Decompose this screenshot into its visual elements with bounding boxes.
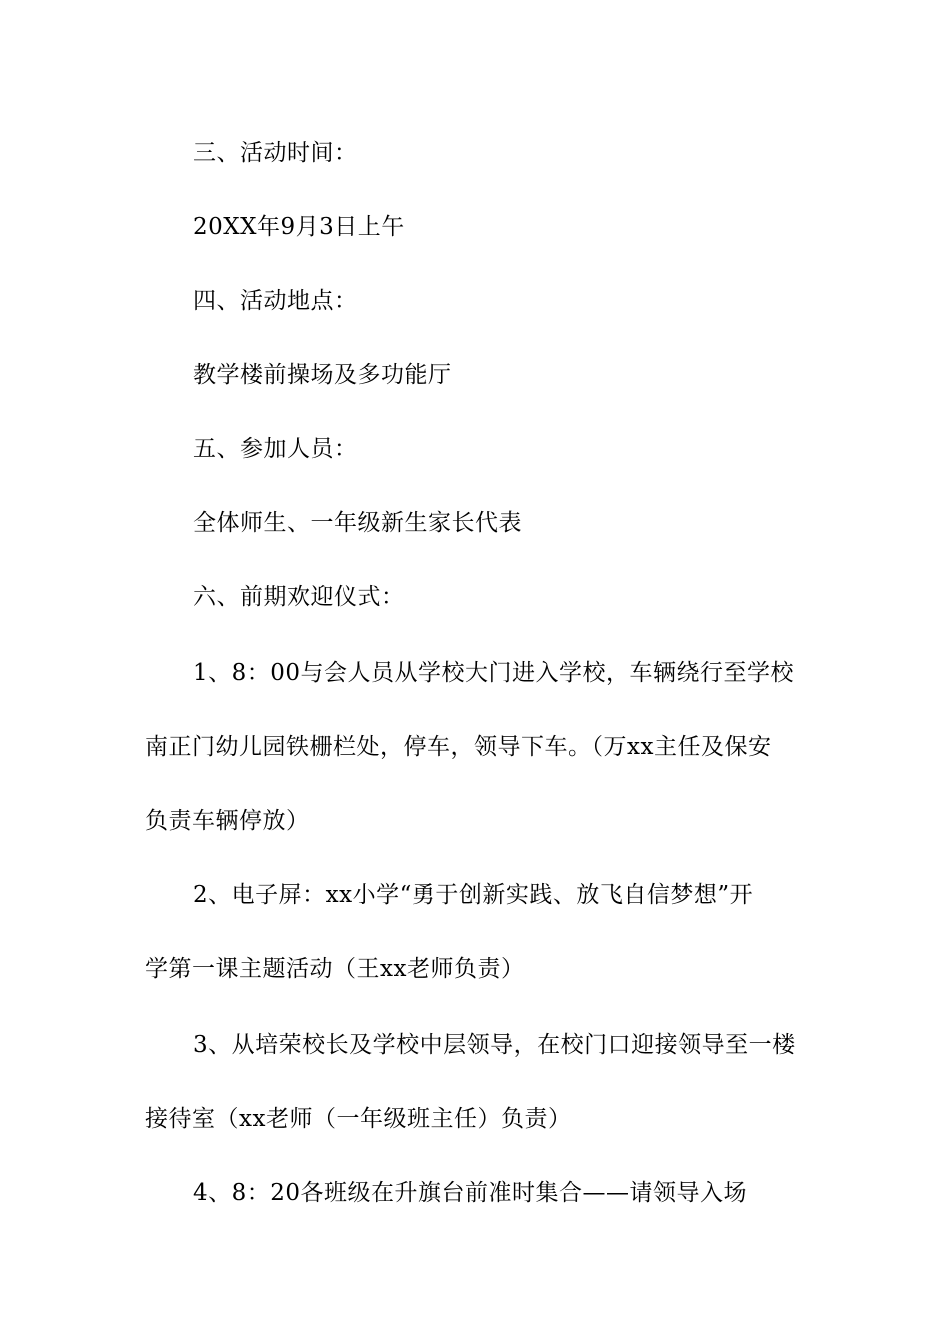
paragraph-item-3-line-1: 3、从培荣校长及学校中层领导，在校门口迎接领导至一楼: [193, 1032, 796, 1058]
paragraph-location: 教学楼前操场及多功能厅: [193, 362, 452, 388]
paragraph-item-4: 4、8：20各班级在升旗台前准时集合——请领导入场: [193, 1180, 748, 1206]
paragraph-item-2-line-2: 学第一课主题活动（王xx老师负责）: [145, 956, 525, 982]
paragraph-item-2-line-1: 2、电子屏：xx小学“勇于创新实践、放飞自信梦想”开: [193, 882, 754, 908]
paragraph-item-1-line-3: 负责车辆停放）: [145, 808, 310, 834]
paragraph-item-1-line-1: 1、8：00与会人员从学校大门进入学校，车辆绕行至学校: [193, 660, 795, 686]
section-heading-welcome: 六、前期欢迎仪式：: [193, 584, 405, 610]
section-heading-participants: 五、参加人员：: [193, 436, 358, 462]
section-heading-location: 四、活动地点：: [193, 288, 358, 314]
paragraph-item-3-line-2: 接待室（xx老师（一年级班主任）负责）: [145, 1106, 572, 1132]
paragraph-time: 20XX年9月3日上午: [193, 214, 405, 240]
paragraph-item-1-line-2: 南正门幼儿园铁栅栏处，停车，领导下车。（万xx主任及保安: [145, 734, 772, 760]
section-heading-time: 三、活动时间：: [193, 140, 358, 166]
paragraph-participants: 全体师生、一年级新生家长代表: [193, 510, 522, 536]
